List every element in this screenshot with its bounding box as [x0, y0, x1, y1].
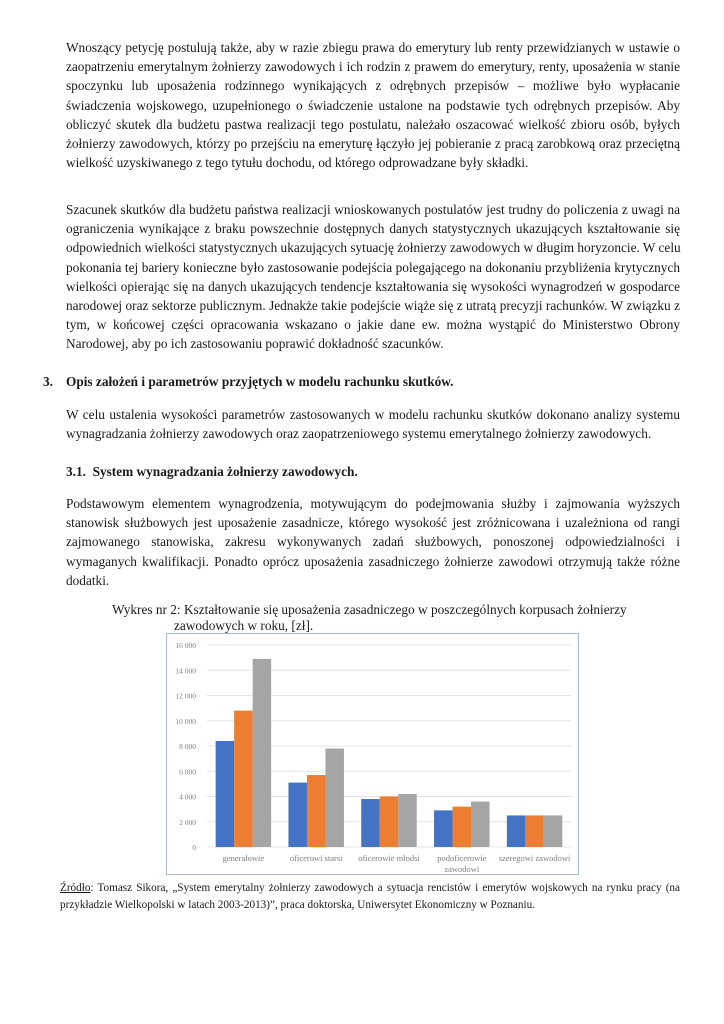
- bar-2: [453, 807, 472, 847]
- bar-1: [434, 810, 453, 847]
- source-label: Źródło: [60, 882, 91, 894]
- bar-3: [253, 659, 272, 847]
- text-line: W celu ustalenia wysokości parametrów zastosowanych w modelu rachunku skutków dokonano analizy systemu: [66, 407, 680, 422]
- text-line: żołnierzy zawodowych, którzy po przejściu na emeryturę łączyło jej pobieranie z pracą zarobkową oraz przeciętną: [66, 136, 680, 152]
- text-line: ograniczenia wynikające z braku powszechnie dostępnych danych statystycznych ukazujących kształtowanie się: [66, 221, 680, 237]
- text-line: obliczyć skutek dla budżetu pastwa realizacji tego postulatu, należało oszacować wielkość zbioru osób, byłych: [66, 116, 680, 132]
- chart-caption-line1: Wykres nr 2: Kształtowanie się uposażenia zasadniczego w poszczególnych korpusach żołnierzy: [112, 602, 627, 617]
- chart-caption: [112, 602, 672, 634]
- y-tick-label: 0: [192, 843, 196, 852]
- y-tick-label: 8 000: [179, 742, 196, 751]
- bar-3: [471, 802, 490, 847]
- bar-2: [525, 815, 544, 847]
- text-line: stanowisk służbowych jest uposażenie zasadnicze, którego wysokość jest zróżnicowana i uzależniona od rangi: [66, 515, 680, 531]
- chart-source: [60, 880, 680, 914]
- bar-1: [507, 815, 525, 847]
- text-line: Szacunek skutków dla budżetu państwa realizacji wnioskowanych postulatów jest trudny do policzenia z uwagi na: [66, 202, 680, 217]
- text-line: narodowej oraz sektorze publicznym. Jednakże takie podejście wiąże się z utratą precyzji rachunków. W związku z: [66, 298, 680, 314]
- x-category-label: podoficerowie: [437, 853, 487, 863]
- section-3-heading: Opis założeń i parametrów przyjętych w modelu rachunku skutków.: [66, 374, 454, 389]
- text-line: tym, w końcowej części opracowania wskazano o jakie dane ew. można wystąpić do Ministerstwo Obrony: [66, 317, 680, 333]
- x-category-label: oficerowi starsi: [289, 853, 343, 863]
- y-tick-label: 2 000: [179, 817, 196, 827]
- text-line: Podstawowym elementem wynagrodzenia, motywującym do podejmowania służby i zajmowania wyższych: [66, 496, 680, 511]
- text-line: pokonania tej bariery konieczne było zastosowanie podejścia polegającego na dokonaniu przybliżenia krytycznych: [66, 259, 680, 275]
- y-tick-label: 12 000: [175, 691, 196, 701]
- text-line: wynagradzania żołnierzy zawodowych oraz zaopatrzeniowego systemu emerytalnego żołnierzy zawodowych.: [66, 426, 652, 442]
- bar-3: [325, 749, 344, 847]
- text-line: wymaganych kwalifikacji. Ponadto oprócz uposażenia zasadniczego żołnierze zawodowi otrzymują także różne: [66, 553, 680, 569]
- text-line: zaopatrzeniu emerytalnym żołnierzy zawodowych i ich rodzin z prawem do emerytury, renty, uposażenia w stanie: [66, 59, 680, 75]
- y-tick-label: 6 000: [179, 767, 196, 777]
- text-line: świadczenia wojskowego, uzupełnionego o świadczenie ustalone na podstawie tych odrębnych przepisów. Aby: [66, 97, 680, 113]
- x-category-label: zawodowi: [444, 864, 480, 874]
- source-text: : Tomasz Sikora, „System emerytalny żołnierzy zawodowych a sytuacja rencistów i emerytów wojskowych na rynku pracy (na przykładzie Wielkopolski w latach 2003-2013)”, praca doktorska, Uniwersytet Ekonomiczny w Poznaniu.: [60, 882, 680, 911]
- text-line: dodatki.: [66, 572, 110, 588]
- text-line: odpowiednich wielkości statystycznych ukazujących sytuację żołnierzy zawodowych w długim horyzoncie. W celu: [66, 240, 681, 256]
- text-line: wielkość uzyskiwanego z tego tytułu dochodu, od którego odprowadzane były składki.: [66, 155, 529, 171]
- bar-3: [398, 794, 417, 847]
- text-line: Narodowej, aby po ich zastosowaniu poprawić dokładność szacunków.: [66, 336, 444, 352]
- x-category-label: szeregowi zawodowi: [498, 853, 571, 863]
- chart-caption-line2: zawodowych w roku, [zł].: [174, 618, 314, 633]
- y-tick-label: 14 000: [175, 666, 196, 676]
- y-tick-label: 4 000: [179, 792, 196, 802]
- y-tick-label: 16 000: [175, 641, 196, 650]
- section-3-number: 3.: [43, 374, 53, 389]
- text-line: zajmowanego stanowiska, zakresu wykonywanych zadań służbowych, ponoszonej odpowiedzialności i: [66, 534, 680, 550]
- x-category-label: generałowie: [222, 853, 265, 863]
- x-category-label: oficerowie młodsi: [358, 853, 420, 863]
- text-line: wielkości opierając się na danych ukazujących tendencje kształtowania się wysokości wynagrodzeń w gospodarce: [66, 278, 680, 294]
- bar-2: [380, 797, 399, 848]
- bar-2: [234, 711, 253, 847]
- paragraph-petition-postulate: [66, 38, 680, 172]
- text-line: Wnoszący petycję postulują także, aby w razie zbiegu prawa do emerytury lub renty przewidzianych w ustawie o: [66, 40, 680, 55]
- bar-chart: [166, 633, 579, 875]
- text-line: spoczynku lub uposażenia rodzinnego wynikających z odrębnych przepisów – możliwe było wypłacanie: [66, 78, 680, 94]
- paragraph-base-salary: [66, 494, 680, 590]
- bar-3: [544, 815, 563, 847]
- paragraph-budget-estimate: [66, 200, 680, 354]
- paragraph-model-parameters: [66, 405, 680, 443]
- y-tick-label: 10 000: [175, 716, 196, 726]
- section-3-1-heading: 3.1. System wynagradzania żołnierzy zawodowych.: [66, 464, 358, 479]
- bar-2: [307, 775, 326, 847]
- bar-1: [288, 783, 307, 847]
- bar-1: [361, 799, 380, 847]
- bar-chart-canvas: [167, 634, 580, 876]
- bar-1: [216, 741, 235, 847]
